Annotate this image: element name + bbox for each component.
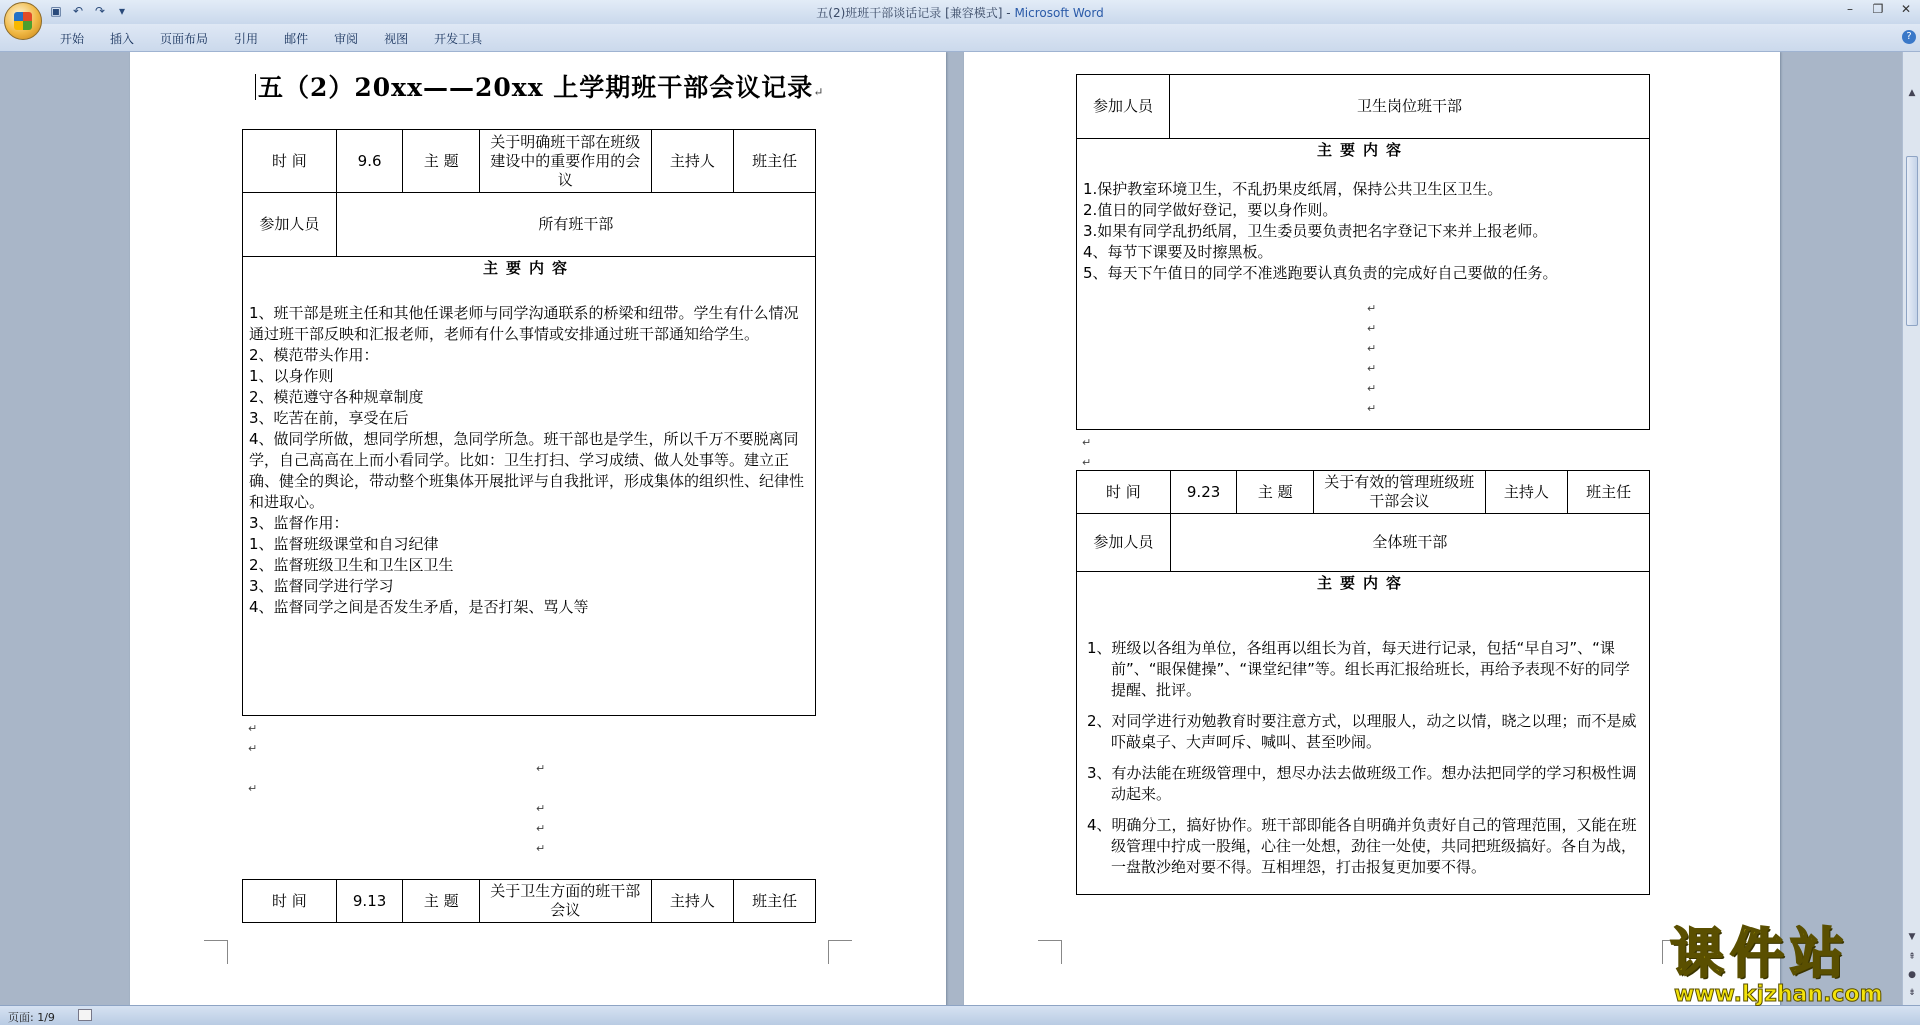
content-line: 3、吃苦在前，享受在后 — [249, 409, 409, 427]
subject-label: 主 题 — [1237, 471, 1314, 514]
paragraph-mark: ↵ — [1367, 402, 1377, 415]
content-line: 3、监督同学进行学习 — [249, 577, 394, 595]
browse-object-icon[interactable]: ● — [1908, 970, 1916, 980]
meeting2-attendees-table — [1076, 74, 1650, 139]
paragraph-mark: ↵ — [248, 722, 258, 735]
page-2[interactable] — [964, 52, 1780, 1005]
watermark — [1670, 921, 1910, 1007]
meeting3-info-table — [1076, 470, 1650, 572]
paragraph-mark: ↵ — [536, 762, 546, 775]
vertical-scrollbar[interactable] — [1902, 52, 1920, 1005]
paragraph-mark: ↵ — [248, 782, 258, 795]
host-label: 主持人 — [651, 880, 734, 923]
document-name: 五(2)班班干部谈话记录 [兼容模式] — [816, 6, 1003, 20]
content-header: 主要内容 — [1316, 141, 1409, 159]
text-cursor — [255, 74, 256, 100]
tab-insert[interactable]: 插入 — [110, 32, 135, 46]
meeting2-content — [1076, 138, 1650, 430]
document-area — [0, 52, 1902, 1005]
table-row — [1077, 514, 1650, 572]
host-label: 主持人 — [651, 130, 734, 193]
paragraph-mark: ↵ — [248, 742, 258, 755]
host-label: 主持人 — [1485, 471, 1568, 514]
content-header: 主要内容 — [482, 259, 575, 277]
content-line: 1、以身作则 — [249, 367, 334, 385]
save-icon[interactable]: ▣ — [50, 4, 62, 18]
content-line: 4、明确分工，搞好协作。班干部即能各自明确并负责好自己的管理范围，又能在班级管理中拧成一股绳，心往一处想，劲往一处使，共同把班级搞好。各自为战，一盘散沙绝对要不得。互相埋怨，打击报复更加要不得。 — [1087, 816, 1637, 876]
paragraph-mark: ↵ — [536, 802, 546, 815]
host-value: 班主任 — [734, 880, 816, 923]
time-value: 9.6 — [336, 130, 403, 193]
page-1[interactable] — [130, 52, 946, 1005]
status-bar — [0, 1005, 1920, 1025]
office-logo-icon — [14, 12, 32, 30]
spacer — [1077, 753, 1649, 763]
paragraph-mark: ↵ — [1367, 382, 1377, 395]
subject-label: 主 题 — [403, 880, 480, 923]
attendees-label: 参加人员 — [243, 193, 337, 257]
scroll-down-icon[interactable]: ▼ — [1908, 932, 1916, 942]
attendees-label: 参加人员 — [1077, 75, 1170, 139]
table-row — [1077, 75, 1650, 139]
next-page-icon[interactable]: ⇟ — [1908, 988, 1916, 998]
undo-icon[interactable]: ↶ — [72, 4, 84, 18]
content-line: 2、对同学进行劝勉教育时要注意方式，以理服人，动之以情，晓之以理；而不是威吓敲桌子、大声呵斥、喊叫、甚至吵闹。 — [1087, 712, 1637, 751]
margin-crop-mark — [204, 940, 228, 964]
time-value: 9.23 — [1170, 471, 1237, 514]
app-name: Microsoft Word — [1014, 6, 1104, 20]
content-line: 4、做同学所做，想同学所想，急同学所急。班干部也是学生，所以千万不要脱离同学，自己高高在上而小看同学。比如：卫生打扫、学习成绩、做人处事等。建立正确、健全的舆论，带动整个班集体开展批评与自我批评，形成集体的组织性、纪律性和进取心。 — [249, 430, 805, 511]
paragraph-mark: ↵ — [1367, 302, 1377, 315]
content-line: 2、模范遵守各种规章制度 — [249, 388, 424, 406]
margin-crop-mark — [828, 940, 852, 964]
title-separator: - — [1002, 6, 1015, 20]
paragraph-mark: ↵ — [536, 822, 546, 835]
ribbon-tabs-bar — [0, 24, 1920, 52]
content-line: 3、有办法能在班级管理中，想尽办法去做班级工作。想办法把同学的学习积极性调动起来。 — [1087, 764, 1637, 803]
spacer — [1077, 594, 1649, 638]
title-bar — [0, 0, 1920, 24]
host-value: 班主任 — [1568, 471, 1650, 514]
attendees-value: 所有班干部 — [336, 193, 815, 257]
content-line: 2.值日的同学做好登记，要以身作则。 — [1083, 201, 1338, 219]
proofing-icon[interactable] — [78, 1009, 92, 1021]
meeting1-info-table — [242, 129, 816, 257]
page-title-text: 五（2）20xx——20xx 上学期班干部会议记录 — [258, 73, 814, 102]
time-label: 时 间 — [1077, 471, 1171, 514]
content-line: 1、班级以各组为单位，各组再以组长为首，每天进行记录，包括“早自习”、“课前”、“眼保健操”、“课堂纪律”等。组长再汇报给班长，再给予表现不好的同学提醒、批评。 — [1087, 639, 1630, 699]
subject-value: 关于有效的管理班级班干部会议 — [1314, 471, 1485, 514]
tab-review[interactable]: 审阅 — [334, 32, 359, 46]
help-icon[interactable]: ? — [1902, 30, 1916, 44]
redo-icon[interactable]: ↷ — [94, 4, 106, 18]
paragraph-mark: ↵ — [536, 842, 546, 855]
meeting1-content — [242, 256, 816, 716]
content-line: 2、监督班级卫生和卫生区卫生 — [249, 556, 454, 574]
subject-value: 关于明确班干部在班级建设中的重要作用的会议 — [480, 130, 651, 193]
paragraph-mark: ↵ — [1082, 436, 1092, 449]
content-line: 1、班干部是班主任和其他任课老师与同学沟通联系的桥梁和纽带。学生有什么情况通过班干部反映和汇报老师，老师有什么事情或安排通过班干部通知给学生。 — [249, 304, 799, 343]
subject-label: 主 题 — [403, 130, 480, 193]
paragraph-mark: ↵ — [813, 85, 825, 99]
watermark-text: 课件站 — [1670, 921, 1850, 985]
attendees-label: 参加人员 — [1077, 514, 1171, 572]
meeting2-info-table — [242, 879, 816, 923]
close-icon[interactable]: ✕ — [1900, 2, 1912, 16]
margin-crop-mark — [1038, 940, 1062, 964]
time-label: 时 间 — [243, 880, 337, 923]
content-line: 3.如果有同学乱扔纸屑，卫生委员要负责把名字登记下来并上报老师。 — [1083, 222, 1548, 240]
scrollbar-thumb[interactable] — [1906, 156, 1918, 326]
watermark-url: www.kjzhan.com — [1674, 982, 1883, 1007]
page-indicator[interactable]: 页面: 1/9 — [8, 1011, 55, 1024]
page-title — [255, 68, 824, 104]
content-line: 2、模范带头作用： — [249, 346, 379, 364]
host-value: 班主任 — [734, 130, 816, 193]
window-title — [0, 4, 1920, 21]
content-line: 5、每天下午值日的同学不准逃跑要认真负责的完成好自己要做的任务。 — [1083, 264, 1558, 282]
spacer — [1077, 805, 1649, 815]
time-label: 时 间 — [243, 130, 337, 193]
content-line: 4、监督同学之间是否发生矛盾，是否打架、骂人等 — [249, 598, 589, 616]
attendees-value: 全体班干部 — [1170, 514, 1649, 572]
table-row — [243, 880, 816, 923]
window-controls — [1836, 0, 1920, 18]
table-row — [1077, 471, 1650, 514]
spacer — [1077, 161, 1649, 179]
spacer — [243, 279, 815, 303]
maximize-icon[interactable]: ❐ — [1872, 2, 1884, 16]
attendees-value: 卫生岗位班干部 — [1170, 75, 1650, 139]
tab-view[interactable]: 视图 — [384, 32, 409, 46]
subject-value: 关于卫生方面的班干部会议 — [480, 880, 651, 923]
paragraph-mark: ↵ — [1367, 362, 1377, 375]
table-row — [243, 193, 816, 257]
paragraph-mark: ↵ — [1082, 456, 1092, 469]
content-line: 1.保护教室环境卫生，不乱扔果皮纸屑，保持公共卫生区卫生。 — [1083, 180, 1503, 198]
minimize-icon[interactable]: – — [1847, 2, 1853, 16]
table-row — [243, 130, 816, 193]
tab-mailings[interactable]: 邮件 — [284, 32, 309, 46]
content-line: 1、监督班级课堂和自习纪律 — [249, 535, 439, 553]
tab-developer[interactable]: 开发工具 — [434, 32, 483, 46]
customize-chevron-icon[interactable]: ▾ — [118, 4, 126, 18]
paragraph-mark: ↵ — [1367, 322, 1377, 335]
meeting3-content — [1076, 571, 1650, 895]
scroll-up-icon[interactable]: ▲ — [1908, 88, 1916, 98]
tab-home[interactable]: 开始 — [60, 32, 85, 46]
time-value: 9.13 — [336, 880, 403, 923]
tab-page-layout[interactable]: 页面布局 — [160, 32, 209, 46]
previous-page-icon[interactable]: ⇞ — [1908, 952, 1916, 962]
content-line: 3、监督作用： — [249, 514, 349, 532]
office-button[interactable] — [4, 2, 42, 40]
paragraph-mark: ↵ — [1367, 342, 1377, 355]
spacer — [1077, 701, 1649, 711]
ribbon-tabs — [60, 30, 482, 47]
tab-references[interactable]: 引用 — [234, 32, 259, 46]
content-header: 主要内容 — [1316, 574, 1409, 592]
content-line: 4、每节下课要及时擦黑板。 — [1083, 243, 1273, 261]
